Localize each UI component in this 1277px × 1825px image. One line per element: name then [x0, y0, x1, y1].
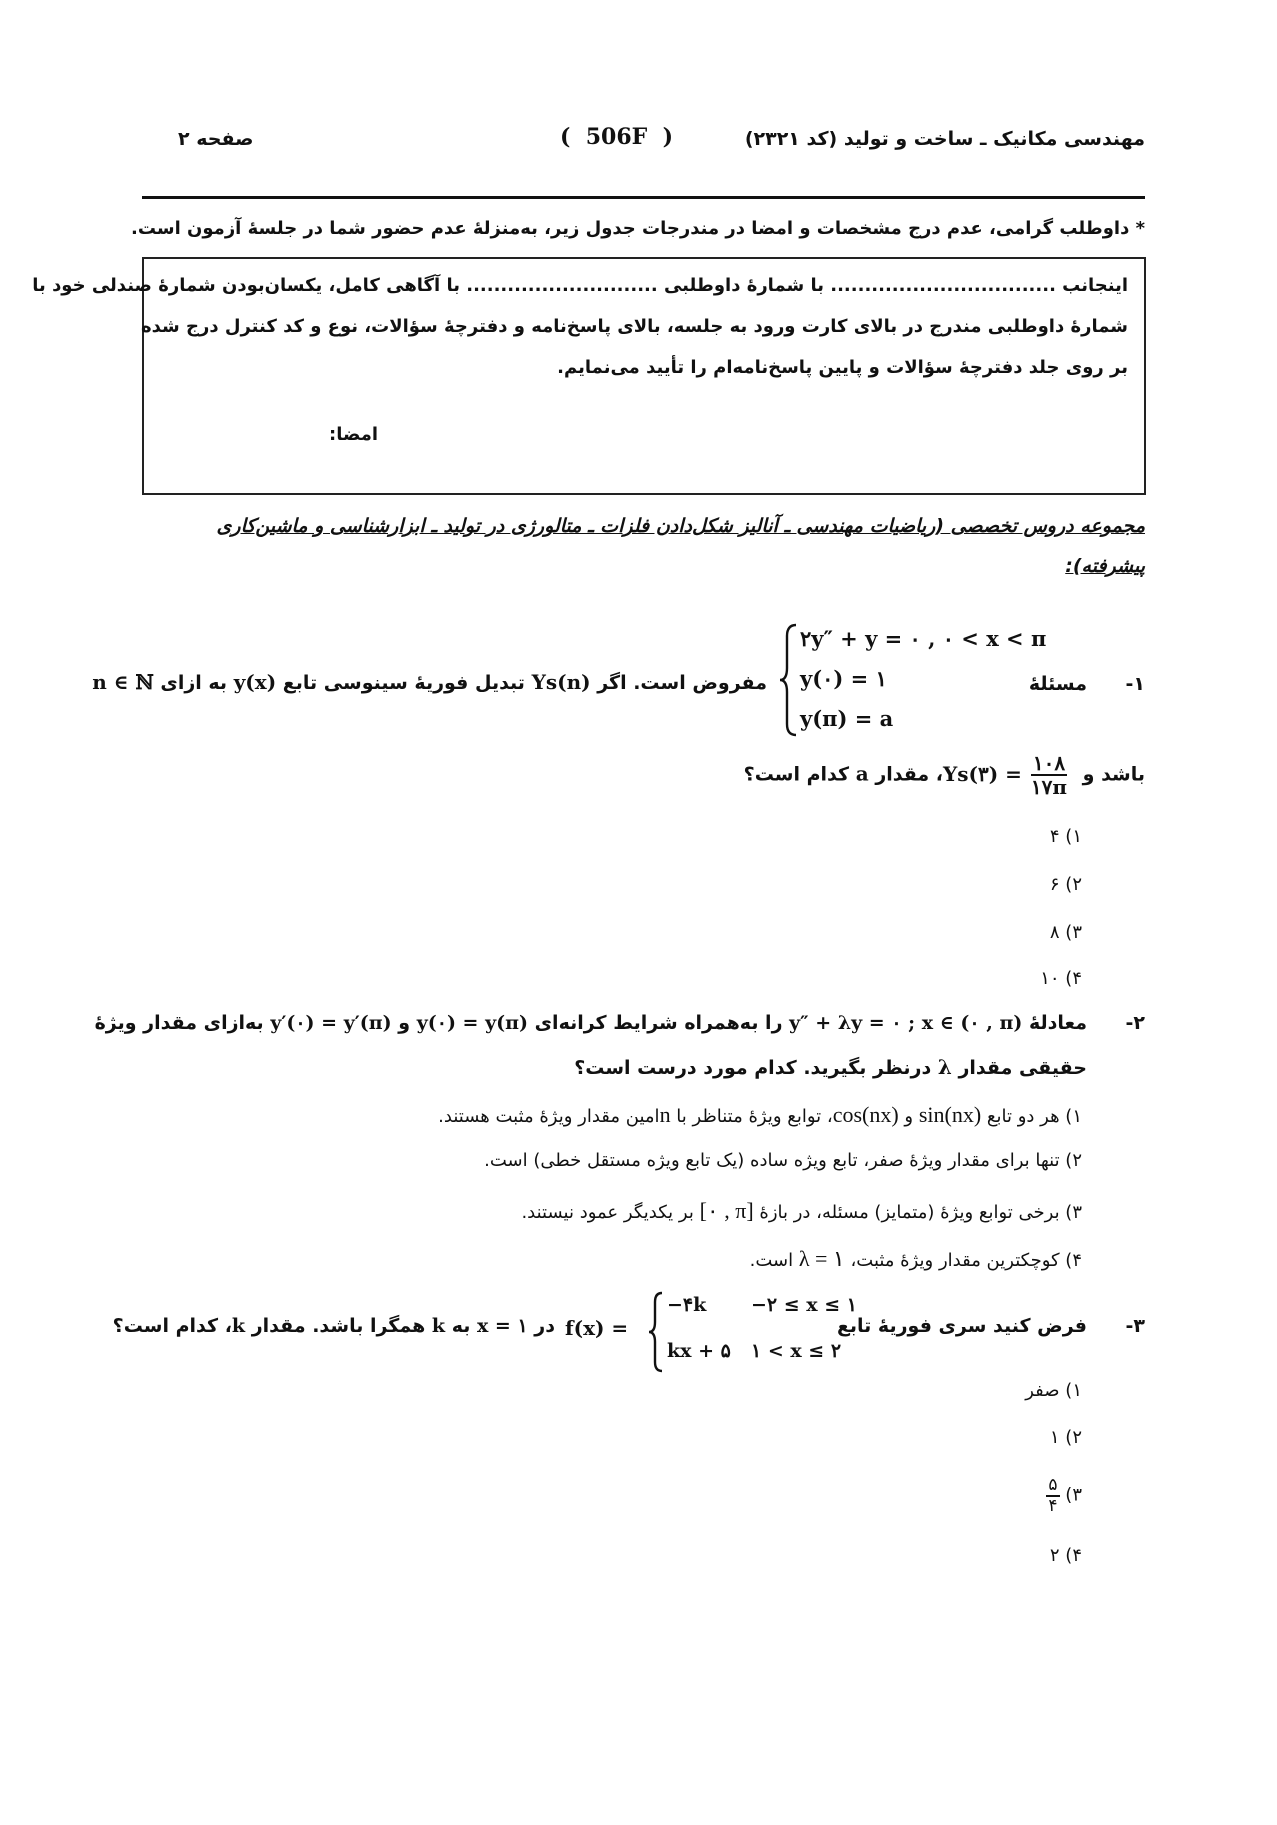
q1-line2-end: کدام است؟ [743, 763, 850, 786]
q2-t4: به‌ازای مقدار ویژهٔ [94, 1012, 264, 1034]
q3-case1-cond: −۲ ≤ x ≤ ۱ [751, 1294, 857, 1316]
q1-eq-3: y(π) = a [800, 706, 894, 731]
q2-option-3[interactable] [521, 1198, 1082, 1224]
q2-opt3-b: بر یکدیگر عمود نیستند. [521, 1202, 694, 1223]
q2-t2: را به‌همراه شرایط کرانه‌ای [534, 1012, 783, 1034]
section-title-line-1: مجموعه دروس تخصصی (ریاضیات مهندسی ـ آنالیز شکل‌دادن فلزات ـ متالورژی در تولید ـ ابزارشناسی و ماشین‌کاری [216, 515, 1145, 537]
page-number: صفحه ۲ [178, 128, 254, 150]
q2-line2a: حقیقی مقدار [958, 1057, 1087, 1079]
q3-k-2: k [231, 1315, 246, 1337]
q3-line-1b [113, 1315, 555, 1337]
q2-option-1[interactable] [438, 1102, 1082, 1128]
q2-opt1-cos: cos(nx) [832, 1102, 899, 1127]
q3-opt3-num: ۵ [1048, 1475, 1058, 1495]
q1-frac-num: ۱۰۸ [1032, 751, 1066, 775]
q2-opt1-b: و [904, 1106, 914, 1127]
q1-fraction [1029, 752, 1069, 798]
q1-text-b: تبدیل فوریهٔ سینوسی تابع [282, 672, 525, 694]
q2-t3: و [398, 1012, 411, 1034]
q2-line-1 [95, 1012, 1087, 1034]
header-code: ( 506F ) [560, 124, 673, 150]
notice-text: * داوطلب گرامی، عدم درج مشخصات و امضا در مندرجات جدول زیر، به‌منزلهٔ عدم حضور شما در جلسهٔ آزمون است. [131, 218, 1145, 239]
q3-piecewise [565, 1290, 855, 1374]
q1-option-4[interactable]: ۴) ۱۰ [1040, 968, 1082, 989]
q2-opt1-d: امین مقدار ویژهٔ مثبت هستند. [438, 1106, 660, 1127]
header-right: مهندسی مکانیک ـ ساخت و تولید (کد ۲۳۲۱) [744, 128, 1145, 150]
q2-t1: معادلهٔ [1028, 1012, 1087, 1034]
header-rule [142, 196, 1145, 199]
q1-option-2[interactable]: ۲) ۶ [1049, 874, 1082, 895]
q1-ys3-label: Ys(۳) = [943, 761, 1022, 786]
q3-line-1a: فرض کنید سری فوریهٔ تابع [836, 1315, 1087, 1337]
q3-number: ۳- [1125, 1315, 1145, 1337]
q1-var-a: a [855, 761, 869, 786]
q3-option-3[interactable] [1046, 1476, 1082, 1515]
q3-fx: f(x) = [565, 1316, 629, 1340]
q1-line2-mid: ، مقدار [875, 763, 944, 786]
declaration-line-3: بر روی جلد دفترچهٔ سؤالات و پایین پاسخ‌نامه‌ام را تأیید می‌نمایم. [557, 357, 1128, 378]
q2-opt4-eq: λ = ۱ [798, 1246, 845, 1271]
q2-lambda: λ [937, 1055, 952, 1079]
q2-opt1-a: ۱) هر دو تابع [986, 1106, 1082, 1127]
q1-label: مسئلهٔ [1028, 673, 1087, 695]
q2-option-4[interactable] [750, 1246, 1082, 1272]
q3-t3: به [451, 1315, 471, 1337]
q2-number: ۲- [1125, 1012, 1145, 1034]
q2-eq-bc2: y′(۰) = y′(π) [270, 1012, 392, 1034]
q3-opt3-fraction [1046, 1476, 1059, 1515]
signature-label: امضا: [329, 424, 379, 445]
q3-opt3-label: ۳) [1065, 1484, 1082, 1506]
q2-opt3-a: ۳) برخی توابع ویژهٔ (متمایز) مسئله، در بازهٔ [759, 1202, 1082, 1223]
q3-t5: ، کدام است؟ [112, 1315, 232, 1337]
q3-xeq: x = ۱ [476, 1315, 528, 1337]
q1-system [778, 622, 1048, 738]
q1-number: ۱- [1125, 673, 1145, 695]
q3-case1-expr: −۴k [667, 1294, 707, 1316]
q2-opt1-sin: sin(nx) [918, 1102, 982, 1127]
q1-frac-den: ۱۷π [1030, 775, 1068, 799]
q3-option-4[interactable]: ۴) ۲ [1049, 1545, 1082, 1566]
q1-line2-start: باشد و [1082, 763, 1145, 786]
q1-yx: y(x) [233, 670, 277, 694]
q1-line-1 [92, 670, 767, 694]
q2-opt1-n: n [659, 1102, 671, 1127]
q2-eq-ode: y″ + λy = ۰ ; x ∈ (۰ , π) [789, 1012, 1023, 1034]
q3-brace-icon [647, 1290, 665, 1374]
q2-option-2[interactable]: ۲) تنها برای مقدار ویژهٔ صفر، تابع ویژه ساده (یک تابع ویژه مستقل خطی) است. [484, 1150, 1082, 1171]
q1-text-a: مفروض است. اگر [597, 672, 767, 694]
q1-text-c: به ازای [160, 672, 228, 694]
q3-k: k [431, 1315, 446, 1337]
section-title-line-2: پیشرفته): [1065, 555, 1145, 577]
q2-opt1-c: ، توابع ویژهٔ متناظر با [676, 1106, 833, 1127]
q3-case2-cond: ۱ < x ≤ ۲ [751, 1340, 842, 1362]
q1-eq-2: y(۰) = ۱ [800, 666, 887, 691]
q1-n-in-N: n ∈ ℕ [92, 670, 154, 694]
q3-option-1[interactable]: ۱) صفر [1025, 1380, 1082, 1401]
declaration-line-2: شمارهٔ داوطلبی مندرج در بالای کارت ورود به جلسه، بالای پاسخ‌نامه و دفترچهٔ سؤالات، نوع و کد کنترل درج شده [141, 316, 1128, 337]
q3-t4: همگرا باشد. مقدار [251, 1315, 426, 1337]
q2-line2b: درنظر بگیرید. کدام مورد درست است؟ [574, 1057, 932, 1079]
q3-case2-expr: kx + ۵ [667, 1340, 731, 1362]
q1-option-1[interactable]: ۱) ۴ [1049, 826, 1082, 847]
q1-brace-icon [778, 622, 800, 738]
q2-eq-bc1: y(۰) = y(π) [416, 1012, 529, 1034]
q2-opt3-interval: [۰ , π] [699, 1198, 754, 1223]
q3-t2: در [534, 1315, 555, 1337]
q1-option-3[interactable]: ۳) ۸ [1049, 922, 1082, 943]
q3-option-2[interactable]: ۲) ۱ [1049, 1427, 1082, 1448]
declaration-line-1: اینجانب ................................. با شمارهٔ داوطلبی ............................ با آگاهی کامل، یکسان‌بودن شمارهٔ صندلی خود با [32, 275, 1128, 296]
q2-opt4-b: است. [749, 1250, 794, 1271]
declaration-box [32, 257, 1146, 495]
q1-line-2 [744, 752, 1145, 798]
q2-line-2 [574, 1055, 1087, 1079]
q1-eq-1: ۲y″ + y = ۰ , ۰ < x < π [800, 626, 1047, 651]
q3-opt3-den: ۴ [1048, 1495, 1058, 1516]
q1-ys-n: Ys(n) [531, 670, 591, 694]
q2-opt4-a: ۴) کوچکترین مقدار ویژهٔ مثبت، [850, 1250, 1082, 1271]
